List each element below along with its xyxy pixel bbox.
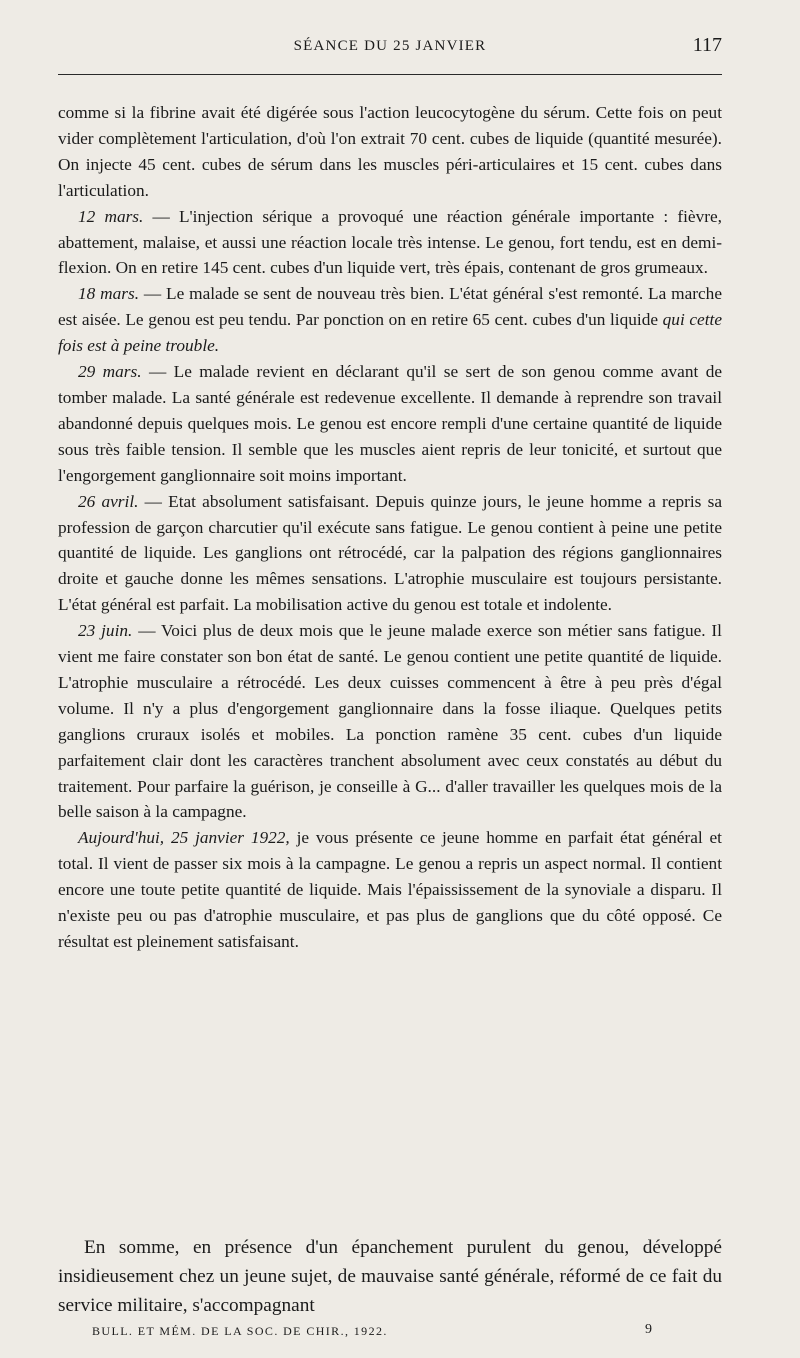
entry-date: 18 mars. [78,284,140,304]
paragraph-continuation: comme si la fibrine avait été digérée sous l'action leucocytogène du sérum. Cette fois on peut vider complètement l'articulation, d'où l'on extrait 70 cent. cubes de liquide (quantité mesurée). On injecte 45 cent. cubes de sérum dans les muscles péri-articulaires et 15 cent. cubes dans l'articulation. [58,103,722,200]
paragraph-29-mars: 29 mars. — Le malade revient en déclarant qu'il se sert de son genou comme avant de tomber malade. La santé générale est redevenue excellente. Il demande à reprendre son travail abandonné depuis quelques mois. Le genou est encore rempli d'une certaine quantité de liquide sous très faible tension. Il semble que les muscles aient repris de leur tonicité, et surtout que l'engorgement ganglionnaire soit moins important. [58,362,723,485]
journal-reference: BULL. ET MÉM. DE LA SOC. DE CHIR., 1922. [92,1324,388,1338]
page-number: 117 [692,34,722,56]
running-header [58,34,722,62]
paragraph-18-mars: 18 mars. — Le malade se sent de nouveau très bien. L'état général s'est remonté. La marche est aisée. Le genou est peu tendu. Par ponction on en retire 65 cent. cubes d'un liquide qui cette fois est à peine trouble. [58,284,722,356]
entry-date: 12 mars. [78,206,144,226]
paragraph-23-juin: 23 juin. — Voici plus de deux mois que le jeune malade exerce son métier sans fatigue. Il vient me faire constater son bon état de santé. Le genou contient une petite quantité de liquide. L'atrophie musculaire a rétrocédé. Les deux cuisses commencent à être à peu près d'égal volume. Il n'y a plus d'engorgement ganglionnaire dans la fosse iliaque. Quelques petits ganglions cruraux isolés et mobiles. La ponction ramène 35 cent. cubes d'un liquide parfaitement clair dont les caractères tranchent absolument avec ceux constatés au début du traitement. Pour parfaire la guérison, je conseille à G... d'aller travailler les quelques mois de la belle saison à la campagne. [58,621,722,822]
case-report-body [58,100,722,955]
conclusion-paragraph: En somme, en présence d'un épanchement purulent du genou, développé insidieusement chez un jeune sujet, de mauvaise santé générale, réformé de ce fait du service militaire, s'accompagnant [58,1237,722,1316]
entry-date: 29 mars. [78,362,142,382]
paragraph-12-mars: 12 mars. — L'injection sérique a provoqué une réaction générale importante : fièvre, abattement, malaise, et aussi une réaction locale très intense. Le genou, fort tendu, est en demi-flexion. On en retire 145 cent. cubes d'un liquide vert, très épais, contenant de gros grumeaux. [58,206,722,278]
entry-date: Aujourd'hui, 25 janvier 1922, [78,828,290,848]
conclusion-text [58,1233,722,1320]
entry-date: 26 avril. [78,491,139,511]
entry-date: 23 juin. [78,621,133,641]
page-footer [92,1324,652,1339]
running-title: SÉANCE DU 25 JANVIER [293,38,487,54]
italic-phrase: qui cette fois est à peine trouble. [58,310,722,356]
header-rule [58,74,722,75]
paragraph-26-avril: 26 avril. — Etat absolument satisfaisant. Depuis quinze jours, le jeune homme a repris sa profession de garçon charcutier qu'il exécute sans fatigue. Le genou contient à peine une petite quantité de liquide. Les ganglions ont rétrocédé, car la palpation des régions ganglionnaires droite et gauche donne les mêmes sensations. L'atrophie musculaire est toujours persistante. L'état général est parfait. La mobilisation active du genou est totale et indolente. [58,491,723,615]
paragraph-aujourdhui: Aujourd'hui, 25 janvier 1922, je vous présente ce jeune homme en parfait état général et total. Il vient de passer six mois à la campagne. Le genou a repris un aspect normal. Il contient encore une toute petite quantité de liquide. Mais l'épaississement de la synoviale a disparu. Il n'existe peu ou pas d'atrophie musculaire, et pas plus de ganglions que du côté opposé. Ce résultat est pleinement satisfaisant. [58,828,722,951]
signature-mark: 9 [645,1322,652,1337]
